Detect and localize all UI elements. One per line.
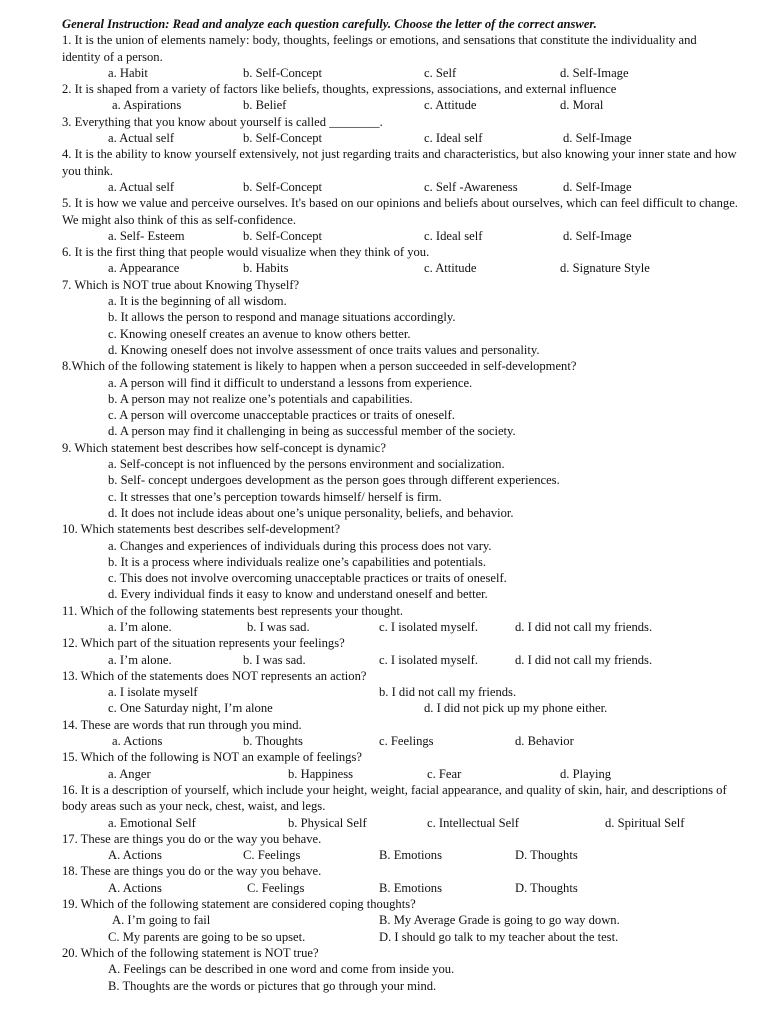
option-b[interactable]: b. Physical Self [288, 815, 367, 830]
question-4-text: 4. It is the ability to know yourself extensively, not just regarding traits and characteristics, but also knowing your inner state and how you think. [62, 147, 737, 178]
option-c[interactable]: c. Intellectual Self [427, 815, 519, 830]
option-b[interactable]: b. I was sad. [243, 652, 306, 667]
question-9-options [62, 456, 738, 521]
question-1-text: 1. It is the union of elements namely: body, thoughts, feelings or emotions, and sensations that constitute the individuality and identity of a person. [62, 33, 697, 64]
option-c[interactable]: c. It stresses that one’s perception towards himself/ herself is firm. [108, 489, 442, 504]
option-a[interactable]: a. I’m alone. [108, 652, 172, 667]
question-19-options-row-2 [62, 929, 738, 945]
option-d[interactable]: D. I should go talk to my teacher about the test. [379, 929, 619, 944]
option-b[interactable]: b. It allows the person to respond and manage situations accordingly. [108, 310, 456, 325]
option-d[interactable]: d. Self-Image [563, 228, 632, 243]
option-b[interactable]: b. Belief [243, 98, 287, 113]
option-a[interactable]: A. I’m going to fail [112, 913, 211, 928]
option-c[interactable]: c. Self -Awareness [424, 179, 518, 194]
question-5-options [62, 228, 738, 244]
option-c[interactable]: c. A person will overcome unacceptable practices or traits of oneself. [108, 408, 455, 423]
option-d[interactable]: d. Moral [560, 98, 604, 113]
option-d[interactable]: d. Spiritual Self [605, 815, 685, 830]
option-c[interactable]: c. Knowing oneself creates an avenue to know others better. [108, 326, 411, 341]
option-b[interactable]: b. I did not call my friends. [379, 685, 517, 700]
question-3-text: 3. Everything that you know about yourself is called ________. [62, 114, 383, 129]
question-18-options [62, 880, 738, 896]
question-11-text: 11. Which of the following statements best represents your thought. [62, 603, 404, 618]
question-3-options [62, 130, 738, 146]
question-10-text: 10. Which statements best describes self-development? [62, 522, 341, 537]
option-c[interactable]: c. Ideal self [424, 131, 483, 146]
option-d[interactable]: d. Self-Image [563, 179, 632, 194]
option-c[interactable]: c. I isolated myself. [379, 652, 478, 667]
question-17-options [62, 847, 738, 863]
option-a[interactable]: a. I isolate myself [108, 685, 198, 700]
option-a[interactable]: A. Actions [108, 880, 162, 895]
option-d[interactable]: d. It does not include ideas about one’s unique personality, beliefs, and behavior. [108, 505, 514, 520]
option-d[interactable]: d. Knowing oneself does not involve assessment of once traits values and personality. [108, 342, 540, 357]
question-17-text: 17. These are things you do or the way you behave. [62, 831, 322, 846]
option-d[interactable]: d. A person may find it challenging in being as successful member of the society. [108, 424, 516, 439]
option-a[interactable]: A. Feelings can be described in one word and come from inside you. [108, 962, 455, 977]
option-b[interactable]: b. It is a process where individuals realize one’s capabilities and potentials. [108, 554, 487, 569]
option-a[interactable]: a. I’m alone. [108, 619, 172, 634]
option-b[interactable]: b. Self-Concept [243, 65, 323, 80]
option-a[interactable]: a. It is the beginning of all wisdom. [108, 294, 287, 309]
option-b[interactable]: B. Emotions [379, 880, 442, 895]
option-c[interactable]: C. Feelings [247, 880, 305, 895]
option-d[interactable]: d. Every individual finds it easy to know and understand oneself and better. [108, 587, 488, 602]
question-10-options [62, 538, 738, 603]
option-d[interactable]: D. Thoughts [515, 880, 578, 895]
question-20-options [62, 961, 738, 994]
option-a[interactable]: a. A person will find it difficult to understand a lessons from experience. [108, 375, 473, 390]
option-b[interactable]: b. Thoughts [243, 734, 303, 749]
option-d[interactable]: d. I did not call my friends. [515, 652, 653, 667]
question-5-text: 5. It is how we value and perceive ourselves. It's based on our opinions and beliefs about ourselves, which can feel difficult to change. We might also think of this as self-confidence. [62, 196, 738, 227]
option-c[interactable]: c. One Saturday night, I’m alone [108, 701, 273, 716]
option-b[interactable]: b. I was sad. [247, 619, 310, 634]
question-4-options [62, 179, 738, 195]
option-b[interactable]: B. My Average Grade is going to go way down. [379, 913, 620, 928]
option-a[interactable]: A. Actions [108, 848, 162, 863]
option-a[interactable]: a. Habit [108, 65, 148, 80]
option-c[interactable]: C. Feelings [243, 848, 301, 863]
question-8-options [62, 375, 738, 440]
question-18-text: 18. These are things you do or the way you behave. [62, 864, 322, 879]
option-c[interactable]: c. Feelings [379, 734, 434, 749]
option-c[interactable]: c. This does not involve overcoming unacceptable practices or traits of oneself. [108, 571, 507, 586]
option-b[interactable]: b. Self- concept undergoes development as the person goes through different experiences. [108, 473, 560, 488]
option-d[interactable]: d. I did not pick up my phone either. [424, 701, 608, 716]
question-12-text: 12. Which part of the situation represents your feelings? [62, 636, 345, 651]
question-7-text: 7. Which is NOT true about Knowing Thyself? [62, 277, 300, 292]
option-a[interactable]: a. Emotional Self [108, 815, 196, 830]
question-16-options [62, 815, 738, 831]
option-c[interactable]: c. Attitude [424, 98, 477, 113]
option-b[interactable]: B. Emotions [379, 848, 442, 863]
question-1-options [62, 65, 738, 81]
general-instruction: General Instruction: Read and analyze each question carefully. Choose the letter of the correct answer. [62, 17, 597, 31]
question-13-options-row-1 [62, 684, 738, 700]
option-a[interactable]: a. Aspirations [112, 98, 182, 113]
option-a[interactable]: a. Self-concept is not influenced by the persons environment and socialization. [108, 457, 505, 472]
question-16-text: 16. It is a description of yourself, which include your height, weight, facial appearance, and quality of skin, hair, and descriptions of body areas such as your neck, chest, waist, and legs. [62, 782, 727, 814]
question-15-text: 15. Which of the following is NOT an example of feelings? [62, 750, 362, 765]
option-c[interactable]: c. Ideal self [424, 228, 483, 243]
question-9-text: 9. Which statement best describes how self-concept is dynamic? [62, 440, 386, 455]
option-d[interactable]: D. Thoughts [515, 848, 578, 863]
question-20-text: 20. Which of the following statement is NOT true? [62, 945, 319, 960]
question-6-options [62, 260, 738, 276]
option-d[interactable]: d. Signature Style [560, 261, 650, 276]
option-b[interactable]: b. Self-Concept [243, 179, 323, 194]
option-c[interactable]: c. I isolated myself. [379, 619, 478, 634]
question-2-options [62, 97, 738, 113]
option-c[interactable]: c. Attitude [424, 261, 477, 276]
option-b[interactable]: b. Self-Concept [243, 228, 323, 243]
option-c[interactable]: c. Self [424, 65, 457, 80]
option-b[interactable]: b. Self-Concept [243, 131, 323, 146]
option-b[interactable]: b. A person may not realize one’s potentials and capabilities. [108, 391, 413, 406]
question-6-text: 6. It is the first thing that people would visualize when they think of you. [62, 245, 430, 260]
option-d[interactable]: d. I did not call my friends. [515, 619, 653, 634]
option-a[interactable]: a. Self- Esteem [108, 228, 185, 243]
option-a[interactable]: a. Changes and experiences of individuals during this process does not vary. [108, 538, 492, 553]
question-8-text: 8.Which of the following statement is likely to happen when a person succeeded in self-development? [62, 359, 577, 374]
question-7-options [62, 293, 738, 358]
question-14-text: 14. These are words that run through you mind. [62, 717, 302, 732]
question-15-options [62, 766, 738, 782]
option-b[interactable]: b. Happiness [288, 766, 354, 781]
option-d[interactable]: d. Self-Image [563, 131, 632, 146]
option-b[interactable]: B. Thoughts are the words or pictures that go through your mind. [108, 978, 437, 993]
question-12-options [62, 652, 738, 668]
question-19-options-row-1 [62, 912, 738, 928]
option-a[interactable]: a. Actual self [108, 179, 175, 194]
option-d[interactable]: d. Behavior [515, 734, 574, 749]
option-c[interactable]: c. Fear [427, 766, 462, 781]
question-19-text: 19. Which of the following statement are considered coping thoughts? [62, 897, 416, 912]
option-c[interactable]: C. My parents are going to be so upset. [108, 929, 306, 944]
question-2-text: 2. It is shaped from a variety of factors like beliefs, thoughts, expressions, associations, and external influence [62, 82, 617, 97]
option-a[interactable]: a. Actions [112, 734, 163, 749]
option-d[interactable]: d. Self-Image [560, 65, 629, 80]
option-d[interactable]: d. Playing [560, 766, 612, 781]
question-13-options-row-2 [62, 700, 738, 716]
option-b[interactable]: b. Habits [243, 261, 289, 276]
option-a[interactable]: a. Anger [108, 766, 151, 781]
option-a[interactable]: a. Appearance [108, 261, 180, 276]
question-13-text: 13. Which of the statements does NOT represents an action? [62, 668, 367, 683]
question-11-options [62, 619, 738, 635]
option-a[interactable]: a. Actual self [108, 131, 175, 146]
question-14-options [62, 733, 738, 749]
